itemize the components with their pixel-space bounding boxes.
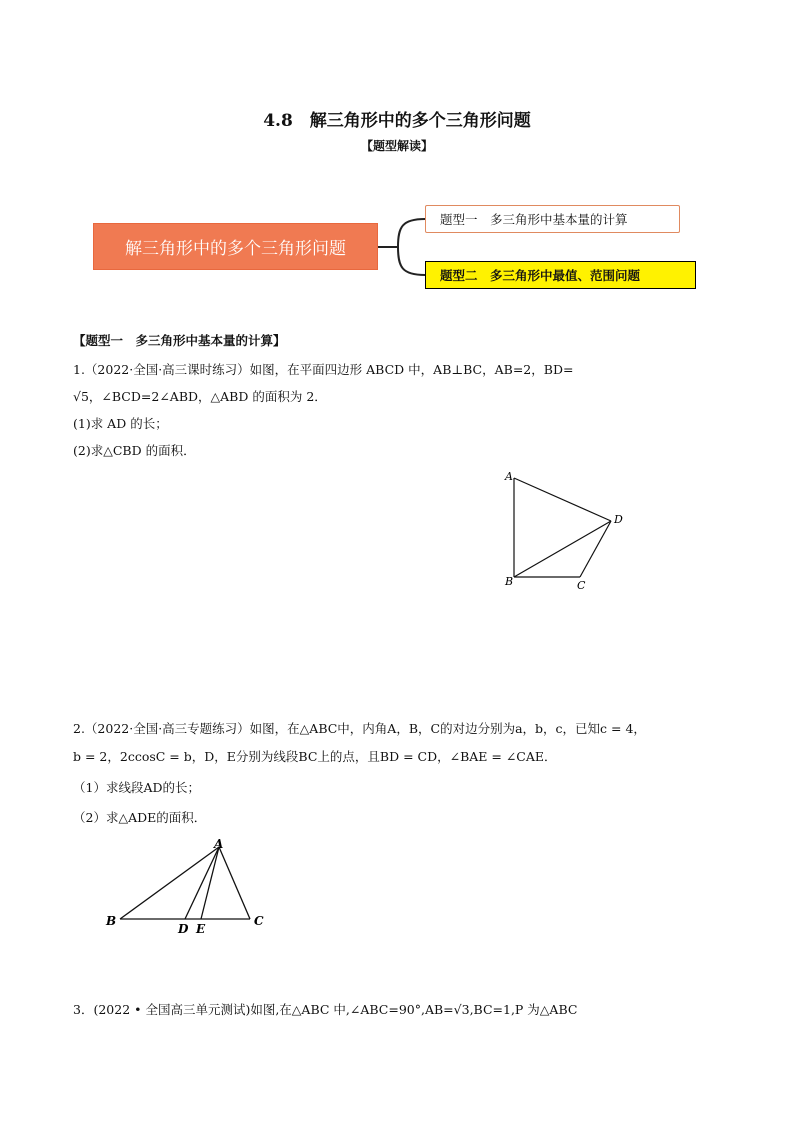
problem1-line2: √5，∠BCD=2∠ABD，△ABD 的面积为 2． bbox=[73, 389, 327, 404]
figure2-label-d: D bbox=[178, 922, 189, 936]
problem2-line1: 2.（2022·全国·高三专题练习）如图，在△ABC中，内角A，B，C的对边分别为a，b，c，已知c = 4， bbox=[73, 721, 646, 736]
figure1-label-c: C bbox=[577, 579, 586, 592]
figure1-label-b: B bbox=[505, 575, 514, 588]
figure1-label-d: D bbox=[614, 513, 623, 526]
problem1-line1: 1.（2022·全国·高三课时练习）如图，在平面四边形 ABCD 中，AB⊥BC，AB=2，BD= bbox=[73, 362, 574, 377]
mindmap-connector bbox=[370, 205, 430, 285]
problem2-line2: b = 2，2ccosC = b，D，E分别为线段BC上的点，且BD = CD，∠BAE = ∠CAE． bbox=[73, 749, 557, 764]
figure2-label-b: B bbox=[106, 914, 117, 928]
problem3-line1: 3．(2022 • 全国高三单元测试)如图,在△ABC 中,∠ABC=90°,AB=√3,BC=1,P 为△ABC bbox=[73, 1002, 578, 1017]
figure2-label-e: E bbox=[196, 922, 206, 936]
problem2-q1: （1）求线段AD的长； bbox=[73, 780, 201, 795]
figure2-label-c: C bbox=[254, 914, 264, 928]
problem1-q1: (1)求 AD 的长； bbox=[73, 416, 168, 431]
figure2-label-a: A bbox=[214, 837, 224, 851]
mindmap-root: 解三角形中的多个三角形问题 bbox=[93, 223, 378, 270]
problem2-q2: （2）求△ADE的面积． bbox=[73, 810, 207, 825]
section1-heading: 【题型一 多三角形中基本量的计算】 bbox=[73, 333, 286, 348]
problem2-figure bbox=[100, 835, 275, 940]
mindmap-branch-type2: 题型二 多三角形中最值、范围问题 bbox=[425, 261, 696, 289]
mindmap-branch-type1: 题型一 多三角形中基本量的计算 bbox=[425, 205, 680, 233]
problem1-figure bbox=[495, 462, 645, 597]
figure1-label-a: A bbox=[505, 470, 513, 483]
page-title: 4.8 解三角形中的多个三角形问题 bbox=[263, 111, 531, 131]
problem1-q2: (2)求△CBD 的面积． bbox=[73, 443, 196, 458]
page-subtitle: 【题型解读】 bbox=[360, 139, 433, 153]
